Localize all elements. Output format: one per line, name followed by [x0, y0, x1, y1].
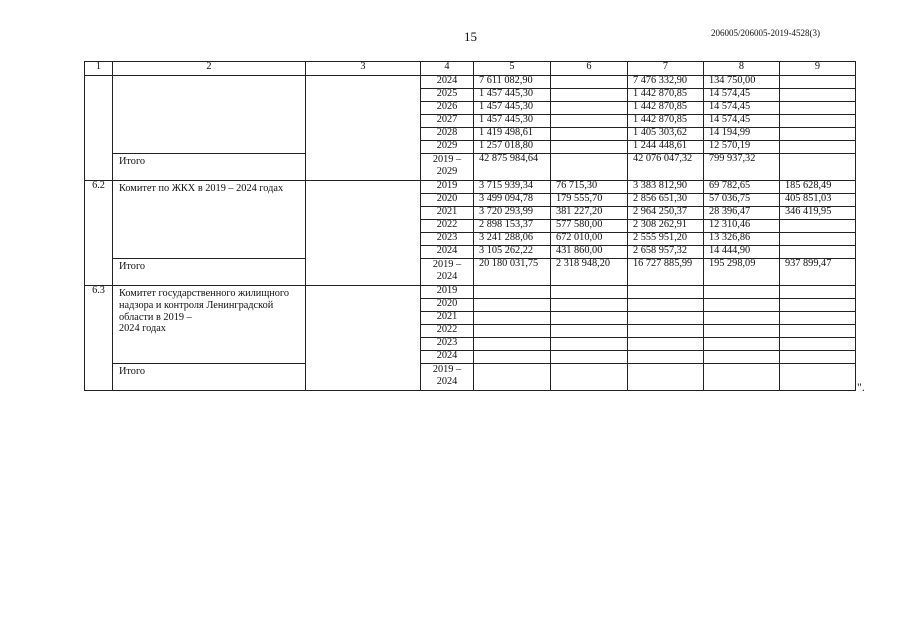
- table-row: [85, 286, 856, 299]
- amount-cell: [551, 102, 628, 115]
- year-cell: 2021: [421, 207, 474, 220]
- amount-cell: 381 227,20: [551, 207, 628, 220]
- year-cell: 2023: [421, 233, 474, 246]
- itogo-year-cell: 2019 – 2024: [421, 364, 474, 391]
- amount-cell: [704, 312, 780, 325]
- itogo-amount-cell: [551, 154, 628, 181]
- itogo-amount-cell: [704, 364, 780, 391]
- amount-cell: 14 444,90: [704, 246, 780, 259]
- column-3-cell: [306, 286, 421, 391]
- amount-cell: [551, 338, 628, 351]
- amount-cell: 7 476 332,90: [628, 76, 704, 89]
- year-cell: 2024: [421, 76, 474, 89]
- itogo-amount-cell: [780, 364, 856, 391]
- amount-cell: 134 750,00: [704, 76, 780, 89]
- amount-cell: 3 499 094,78: [474, 194, 551, 207]
- amount-cell: [704, 299, 780, 312]
- column-3-cell: [306, 181, 421, 286]
- amount-cell: [780, 76, 856, 89]
- row-number-cell: [85, 76, 113, 181]
- budget-table: [84, 61, 856, 391]
- amount-cell: [704, 338, 780, 351]
- amount-cell: 672 010,00: [551, 233, 628, 246]
- year-cell: 2022: [421, 220, 474, 233]
- closing-quote-mark: ".: [857, 380, 865, 394]
- amount-cell: [474, 338, 551, 351]
- amount-cell: 3 383 812,90: [628, 181, 704, 194]
- amount-cell: [474, 299, 551, 312]
- year-cell: 2027: [421, 115, 474, 128]
- itogo-amount-cell: [628, 364, 704, 391]
- amount-cell: [474, 325, 551, 338]
- amount-cell: [780, 89, 856, 102]
- amount-cell: [780, 286, 856, 299]
- amount-cell: 2 555 951,20: [628, 233, 704, 246]
- amount-cell: 76 715,30: [551, 181, 628, 194]
- year-cell: 2019: [421, 286, 474, 299]
- header-cell: 4: [421, 62, 474, 76]
- amount-cell: 1 442 870,85: [628, 89, 704, 102]
- amount-cell: [780, 220, 856, 233]
- amount-cell: [704, 351, 780, 364]
- year-cell: 2022: [421, 325, 474, 338]
- amount-cell: 1 457 445,30: [474, 115, 551, 128]
- column-3-cell: [306, 76, 421, 181]
- amount-cell: [551, 312, 628, 325]
- itogo-amount-cell: 799 937,32: [704, 154, 780, 181]
- itogo-amount-cell: [780, 154, 856, 181]
- amount-cell: [551, 76, 628, 89]
- amount-cell: [780, 128, 856, 141]
- row-number-cell: 6.3: [85, 286, 113, 391]
- header-cell: 9: [780, 62, 856, 76]
- amount-cell: 2 964 250,37: [628, 207, 704, 220]
- amount-cell: [474, 286, 551, 299]
- itogo-label-cell: Итого: [113, 259, 306, 286]
- itogo-amount-cell: 42 076 047,32: [628, 154, 704, 181]
- itogo-amount-cell: 20 180 031,75: [474, 259, 551, 286]
- amount-cell: 346 419,95: [780, 207, 856, 220]
- itogo-label-cell: Итого: [113, 154, 306, 181]
- amount-cell: 57 036,75: [704, 194, 780, 207]
- amount-cell: 431 860,00: [551, 246, 628, 259]
- amount-cell: 577 580,00: [551, 220, 628, 233]
- itogo-amount-cell: 16 727 885,99: [628, 259, 704, 286]
- itogo-amount-cell: 937 899,47: [780, 259, 856, 286]
- header-cell: 6: [551, 62, 628, 76]
- year-cell: 2023: [421, 338, 474, 351]
- amount-cell: 185 628,49: [780, 181, 856, 194]
- year-cell: 2024: [421, 351, 474, 364]
- amount-cell: 2 856 651,30: [628, 194, 704, 207]
- amount-cell: 3 715 939,34: [474, 181, 551, 194]
- amount-cell: [780, 338, 856, 351]
- amount-cell: 3 105 262,22: [474, 246, 551, 259]
- amount-cell: 1 457 445,30: [474, 89, 551, 102]
- year-cell: 2026: [421, 102, 474, 115]
- itogo-row: [85, 364, 856, 391]
- amount-cell: 28 396,47: [704, 207, 780, 220]
- amount-cell: 14 574,45: [704, 115, 780, 128]
- amount-cell: 14 574,45: [704, 102, 780, 115]
- year-cell: 2020: [421, 194, 474, 207]
- document-code: 206005/206005-2019-4528(3): [711, 28, 820, 38]
- executor-name-cell: Комитет государственного жилищного надзора и контроля Ленинградской области в 2019 – 2024 годах: [113, 286, 306, 364]
- amount-cell: 1 257 018,80: [474, 141, 551, 154]
- amount-cell: 2 898 153,37: [474, 220, 551, 233]
- amount-cell: [551, 128, 628, 141]
- year-cell: 2025: [421, 89, 474, 102]
- itogo-label-cell: Итого: [113, 364, 306, 391]
- table-header-row: [85, 62, 856, 76]
- header-cell: 2: [113, 62, 306, 76]
- amount-cell: 13 326,86: [704, 233, 780, 246]
- itogo-amount-cell: 195 298,09: [704, 259, 780, 286]
- amount-cell: [780, 233, 856, 246]
- year-cell: 2019: [421, 181, 474, 194]
- amount-cell: 3 241 288,06: [474, 233, 551, 246]
- amount-cell: [628, 312, 704, 325]
- amount-cell: [551, 115, 628, 128]
- amount-cell: [628, 286, 704, 299]
- amount-cell: 12 570,19: [704, 141, 780, 154]
- page-number: 15: [464, 29, 477, 44]
- amount-cell: [551, 89, 628, 102]
- amount-cell: [551, 299, 628, 312]
- itogo-row: [85, 259, 856, 286]
- header-cell: 7: [628, 62, 704, 76]
- amount-cell: 1 457 445,30: [474, 102, 551, 115]
- amount-cell: 1 244 448,61: [628, 141, 704, 154]
- amount-cell: [551, 141, 628, 154]
- amount-cell: [704, 286, 780, 299]
- amount-cell: [780, 115, 856, 128]
- amount-cell: [628, 325, 704, 338]
- amount-cell: [474, 351, 551, 364]
- itogo-amount-cell: 2 318 948,20: [551, 259, 628, 286]
- itogo-year-cell: 2019 – 2024: [421, 259, 474, 286]
- itogo-row: [85, 154, 856, 181]
- year-cell: 2020: [421, 299, 474, 312]
- table-row: [85, 181, 856, 194]
- amount-cell: [780, 246, 856, 259]
- amount-cell: 1 442 870,85: [628, 102, 704, 115]
- amount-cell: [780, 141, 856, 154]
- amount-cell: 14 194,99: [704, 128, 780, 141]
- amount-cell: [551, 351, 628, 364]
- year-cell: 2024: [421, 246, 474, 259]
- amount-cell: 179 555,70: [551, 194, 628, 207]
- amount-cell: [704, 325, 780, 338]
- itogo-amount-cell: [551, 364, 628, 391]
- amount-cell: 2 308 262,91: [628, 220, 704, 233]
- amount-cell: [780, 312, 856, 325]
- itogo-year-cell: 2019 – 2029: [421, 154, 474, 181]
- amount-cell: [474, 312, 551, 325]
- amount-cell: [551, 325, 628, 338]
- row-number-cell: 6.2: [85, 181, 113, 286]
- amount-cell: 69 782,65: [704, 181, 780, 194]
- header-cell: 8: [704, 62, 780, 76]
- amount-cell: 1 405 303,62: [628, 128, 704, 141]
- amount-cell: 1 442 870,85: [628, 115, 704, 128]
- amount-cell: [780, 299, 856, 312]
- amount-cell: [780, 325, 856, 338]
- header-cell: 5: [474, 62, 551, 76]
- itogo-amount-cell: 42 875 984,64: [474, 154, 551, 181]
- amount-cell: [628, 299, 704, 312]
- amount-cell: 7 611 082,90: [474, 76, 551, 89]
- amount-cell: 14 574,45: [704, 89, 780, 102]
- table-row: [85, 76, 856, 89]
- amount-cell: [551, 286, 628, 299]
- year-cell: 2021: [421, 312, 474, 325]
- executor-name-cell: Комитет по ЖКХ в 2019 – 2024 годах: [113, 181, 306, 259]
- year-cell: 2029: [421, 141, 474, 154]
- amount-cell: [628, 338, 704, 351]
- header-cell: 1: [85, 62, 113, 76]
- amount-cell: [780, 351, 856, 364]
- header-cell: 3: [306, 62, 421, 76]
- amount-cell: 3 720 293,99: [474, 207, 551, 220]
- amount-cell: [780, 102, 856, 115]
- amount-cell: 12 310,46: [704, 220, 780, 233]
- itogo-amount-cell: [474, 364, 551, 391]
- amount-cell: 405 851,03: [780, 194, 856, 207]
- amount-cell: [628, 351, 704, 364]
- amount-cell: 1 419 498,61: [474, 128, 551, 141]
- year-cell: 2028: [421, 128, 474, 141]
- executor-name-cell: [113, 76, 306, 154]
- amount-cell: 2 658 957,32: [628, 246, 704, 259]
